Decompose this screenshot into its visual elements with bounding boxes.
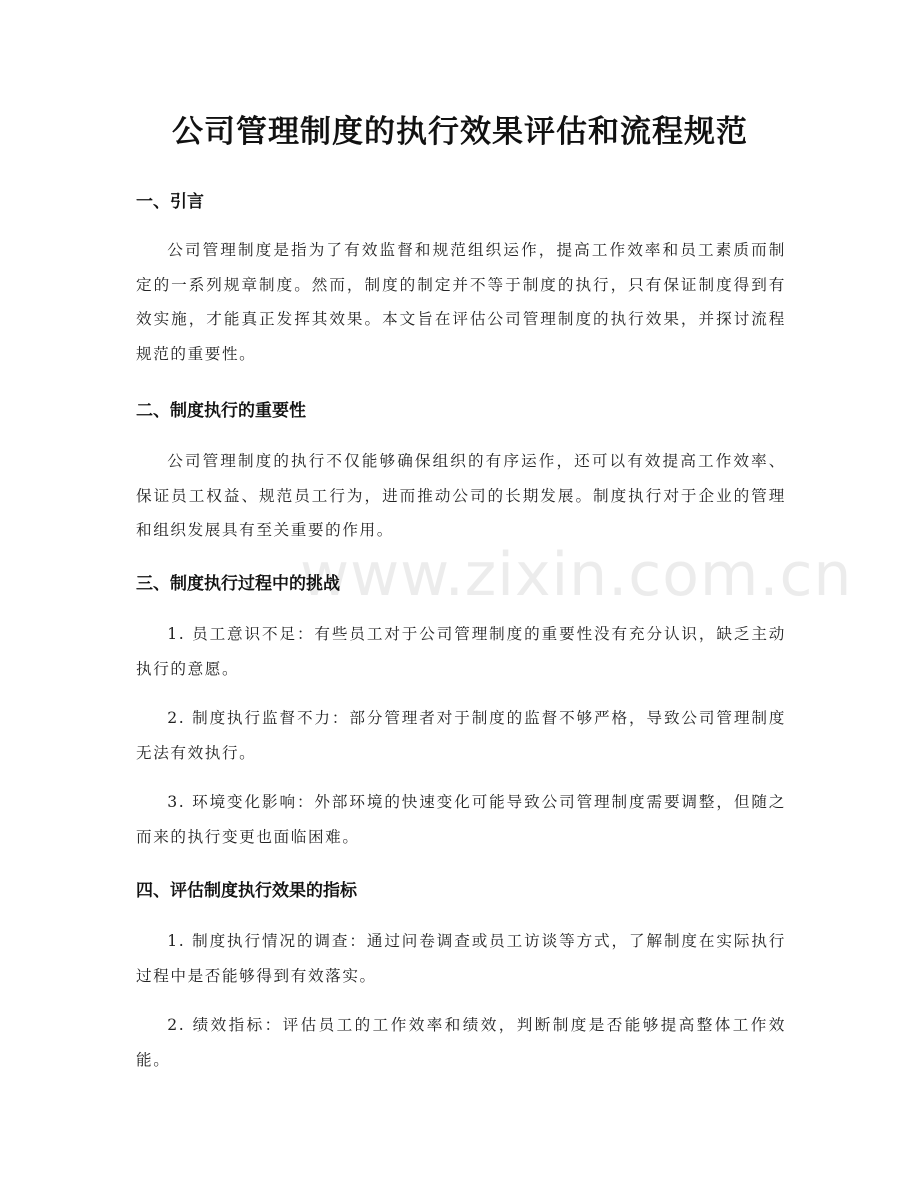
list-item-paragraph: 2. 绩效指标：评估员工的工作效率和绩效，判断制度是否能够提高整体工作效能。 (136, 1016, 786, 1069)
watermark: www.zixin.com.cn (300, 540, 853, 610)
list-item-paragraph: 2. 制度执行监督不力：部分管理者对于制度的监督不够严格，导致公司管理制度无法有效执行。 (136, 709, 786, 762)
list-item-paragraph: 3. 环境变化影响：外部环境的快速变化可能导致公司管理制度需要调整，但随之而来的执行变更也面临困难。 (136, 793, 786, 846)
section-heading-introduction: 一、引言 (136, 192, 204, 212)
section-paragraph: 公司管理制度的执行不仅能够确保组织的有序运作，还可以有效提高工作效率、保证员工权益、规范员工行为，进而推动公司的长期发展。制度执行对于企业的管理和组织发展具有至关重要的作用。 (136, 452, 786, 539)
section-heading-indicators: 四、评估制度执行效果的指标 (136, 881, 357, 901)
section-heading-importance: 二、制度执行的重要性 (136, 401, 306, 421)
section-paragraph: 公司管理制度是指为了有效监督和规范组织运作，提高工作效率和员工素质而制定的一系列规章制度。然而，制度的制定并不等于制度的执行，只有保证制度得到有效实施，才能真正发挥其效果。本文旨在评估公司管理制度的执行效果，并探讨流程规范的重要性。 (136, 241, 786, 363)
document-title: 公司管理制度的执行效果评估和流程规范 (172, 114, 748, 150)
list-item-paragraph: 1. 制度执行情况的调查：通过问卷调查或员工访谈等方式，了解制度在实际执行过程中是否能够得到有效落实。 (136, 932, 786, 985)
section-heading-challenges: 三、制度执行过程中的挑战 (136, 574, 340, 594)
list-item-paragraph: 1. 员工意识不足：有些员工对于公司管理制度的重要性没有充分认识，缺乏主动执行的意愿。 (136, 625, 786, 678)
